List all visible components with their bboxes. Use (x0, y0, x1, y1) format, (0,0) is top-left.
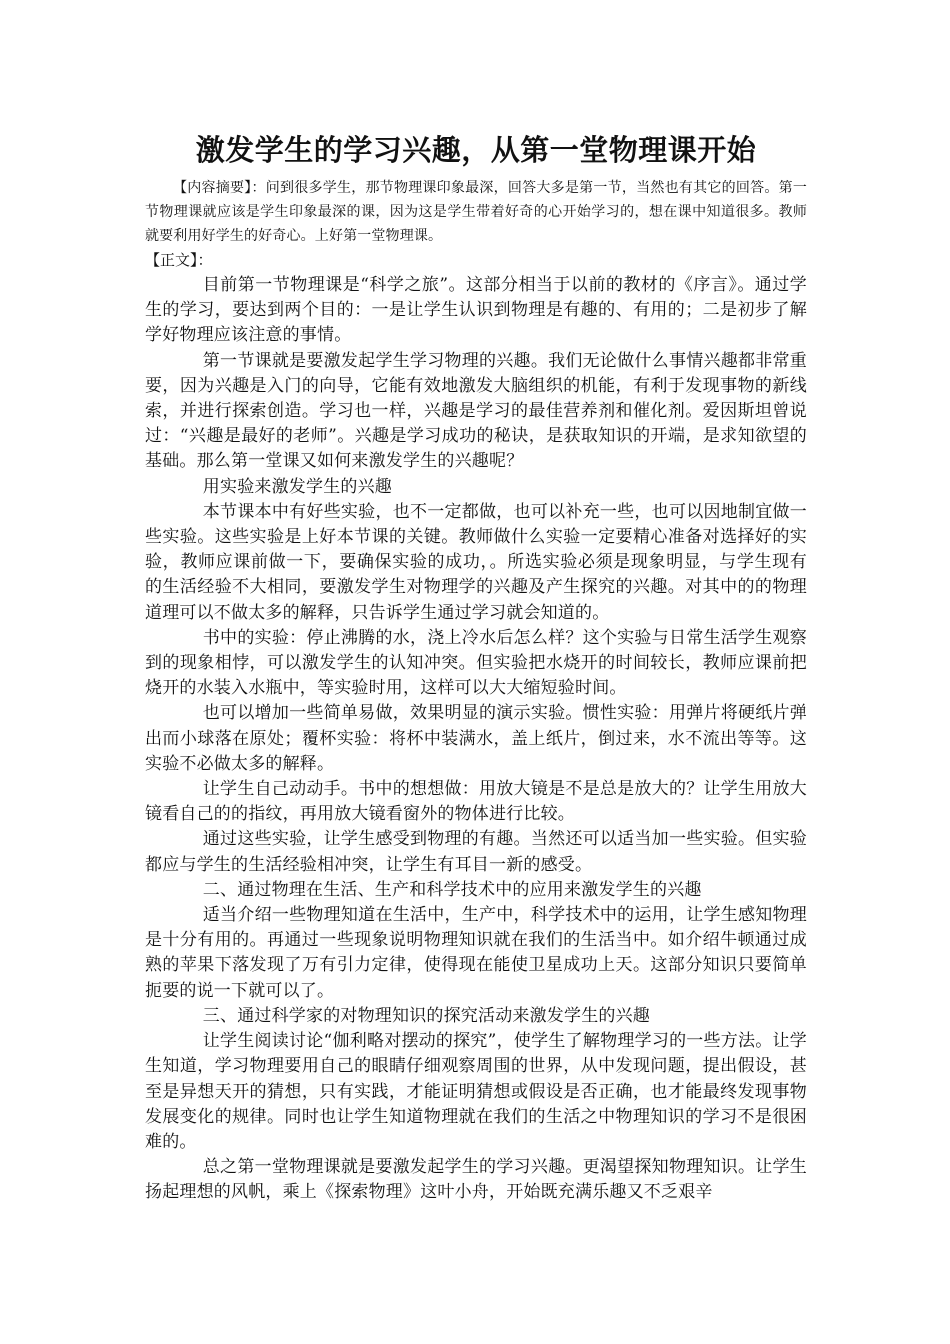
body-text (145, 273, 807, 1206)
body-heading: 【正文】： (145, 251, 213, 269)
section-heading: 三、通过科学家的对物理知识的探究活动来激发学生的兴趣 (202, 1005, 650, 1026)
abstract-paragraph: 【内容摘要】：问到很多学生，那节物理课印象最深，回答大多是第一节，当然也有其它的回答。第一节物理课就应该是学生印象最深的课，因为这是学生带着好奇的心开始学习的，想在课中知道很多。教师就要利用好学生的好奇心。上好第一堂物理课。 (145, 180, 807, 244)
paragraph: 总之第一堂物理课就是要激发起学生的学习兴趣。更渴望探知物理知识。让学生扬起理想的风帆，乘上《探索物理》这叶小舟，开始既充满乐趣又不乏艰辛 (145, 1157, 807, 1203)
paragraph: 本节课本中有好些实验，也不一定都做，也可以补充一些，也可以因地制宜做一些实验。这些实验是上好本节课的关键。教师做什么实验一定要精心准备对选择好的实验，教师应课前做一下，要确保实验的成功，。所选实验必须是现象明显，与学生现有的生活经验不大相同，要激发学生对物理学的兴趣及产生探究的兴趣。对其中的的物理道理可以不做太多的解释，只告诉学生通过学习就会知道的。 (145, 501, 807, 623)
paragraph: 让学生自己动动手。书中的想想做：用放大镜是不是总是放大的？让学生用放大镜看自己的的指纹，再用放大镜看窗外的物体进行比较。 (145, 779, 807, 825)
section-heading: 二、通过物理在生活、生产和科学技术中的应用来激发学生的兴趣 (202, 879, 702, 900)
paragraph: 目前第一节物理课是“科学之旅”。这部分相当于以前的教材的《序言》。通过学生的学习，要达到两个目的：一是让学生认识到物理是有趣的、有用的；二是初步了解学好物理应该注意的事情。 (145, 275, 807, 346)
section-heading: 用实验来激发学生的兴趣 (202, 476, 392, 497)
paragraph: 书中的实验：停止沸腾的水，浇上冷水后怎么样？这个实验与日常生活学生观察到的现象相悖，可以激发学生的认知冲突。但实验把水烧开的时间较长，教师应课前把烧开的水装入水瓶中，等实验时用，这样可以大大缩短验时间。 (145, 627, 807, 699)
document-page (145, 128, 807, 1206)
paragraph: 适当介绍一些物理知道在生活中，生产中，科学技术中的运用，让学生感知物理是十分有用的。再通过一些现象说明物理知识就在我们的生活当中。如介绍牛顿通过成熟的苹果下落发现了万有引力定律，使得现在能使卫星成功上天。这部分知识只要简单扼要的说一下就可以了。 (145, 905, 807, 1001)
paragraph: 让学生阅读讨论“伽利略对摆动的探究”，使学生了解物理学习的一些方法。让学生知道，学习物理要用自己的眼睛仔细观察周围的世界，从中发现问题，提出假设，甚至是异想天开的猜想，只有实践，才能证明猜想或假设是否正确，也才能最终发现事物发展变化的规律。同时也让学生知道物理就在我们的生活之中物理知识的学习不是很困难的。 (145, 1031, 807, 1152)
paragraph: 通过这些实验，让学生感受到物理的有趣。当然还可以适当加一些实验。但实验都应与学生的生活经验相冲突，让学生有耳目一新的感受。 (145, 829, 807, 875)
paragraph: 第一节课就是要激发起学生学习物理的兴趣。我们无论做什么事情兴趣都非常重要，因为兴趣是入门的向导，它能有效地激发大脑组织的机能，有利于发现事物的新线索，并进行探索创造。学习也一样，兴趣是学习的最佳营养剂和催化剂。爱因斯坦曾说过：“兴趣是最好的老师”。兴趣是学习成功的秘诀，是获取知识的开端，是求知欲望的基础。那么第一堂课又如何来激发学生的兴趣呢？ (145, 350, 807, 472)
paragraph: 也可以增加一些简单易做，效果明显的演示实验。惯性实验：用弹片将硬纸片弹出而小球落在原处；覆杯实验：将杯中装满水，盖上纸片，倒过来，水不流出等等。这实验不必做太多的解释。 (145, 703, 807, 774)
document-title: 激发学生的学习兴趣，从第一堂物理课开始 (195, 133, 757, 167)
